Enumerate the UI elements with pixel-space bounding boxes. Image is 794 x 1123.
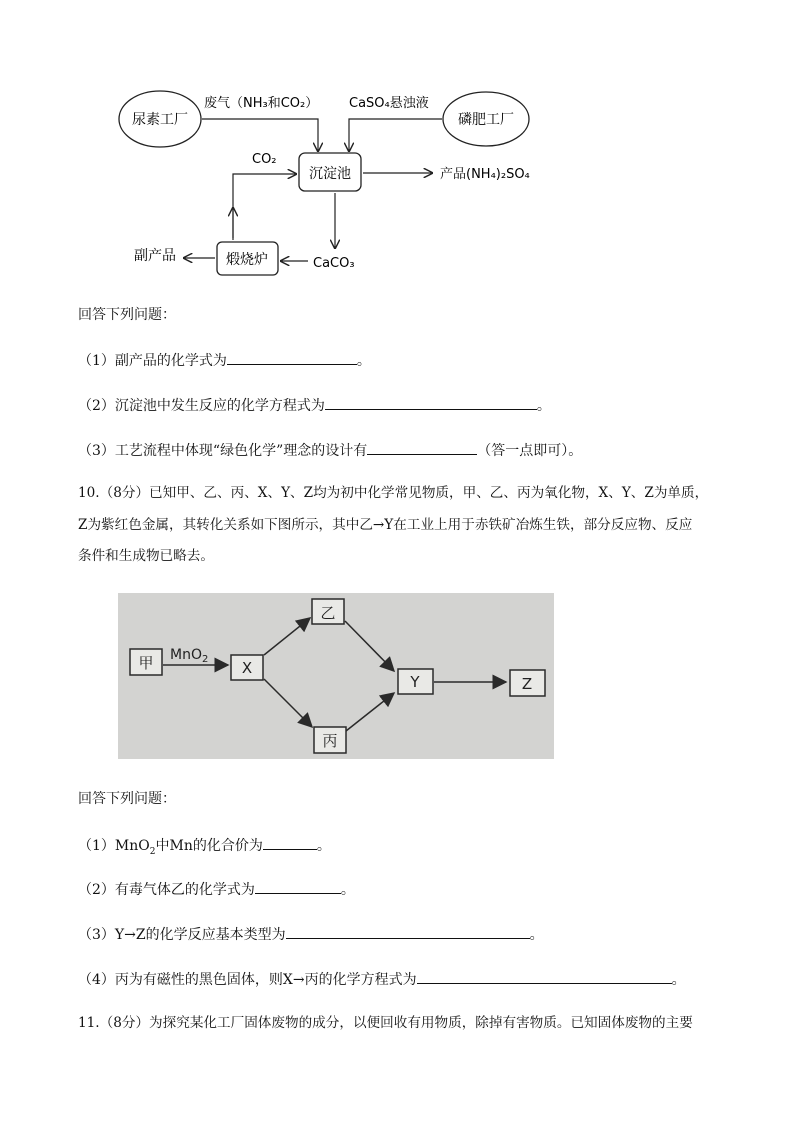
q11-line1: 11.（8分）为探究某化工厂固体废物的成分，以便回收有用物质，除掉有害物质。已知固体废物的主要 xyxy=(78,1015,693,1031)
q10-sub1 xyxy=(78,835,331,861)
q9-sub3 xyxy=(78,440,582,460)
q10-line1: 10.（8分）已知甲、乙、丙、X、Y、Z均为初中化学常见物质，甲、乙、丙为氧化物，X、Y、Z为单质， xyxy=(78,485,709,501)
q10-sub4-blank[interactable] xyxy=(417,969,672,984)
q10-sub1-a: （1）MnO xyxy=(78,838,150,854)
q9-sub1-text: （1）副产品的化学式为 xyxy=(78,353,227,369)
co2-label: CO₂ xyxy=(252,152,277,167)
q10-sub2-text: （2）有毒气体乙的化学式为 xyxy=(78,882,255,898)
byproduct-label: 副产品 xyxy=(134,248,176,264)
q10-line2: Z为紫红色金属，其转化关系如下图所示，其中乙→Y在工业上用于赤铁矿冶炼生铁，部分反应物、反应 xyxy=(78,517,693,533)
q10-sub2-end: 。 xyxy=(340,882,355,898)
q10-sub3 xyxy=(78,924,544,944)
process-flow-diagram xyxy=(100,80,560,280)
q9-sub3-text: （3）工艺流程中体现“绿色化学”理念的设计有 xyxy=(78,443,368,459)
q10-answer-prompt: 回答下列问题： xyxy=(78,791,176,807)
q9-answer-prompt: 回答下列问题： xyxy=(78,307,176,323)
mno2-sub: 2 xyxy=(201,654,209,665)
conversion-diagram-photo xyxy=(118,593,554,759)
q10-sub1-end: 。 xyxy=(316,838,331,854)
urea-plant-label: 尿素工厂 xyxy=(132,112,188,128)
q10-sub2-blank[interactable] xyxy=(255,879,341,894)
q9-sub2-text: （2）沉淀池中发生反应的化学方程式为 xyxy=(78,398,325,414)
q9-sub2-end: 。 xyxy=(536,398,551,414)
q9-sub3-end: （答一点即可）。 xyxy=(477,443,583,459)
bing-label: 丙 xyxy=(322,732,338,750)
q9-sub1-blank[interactable] xyxy=(227,350,357,365)
q10-sub2 xyxy=(78,879,355,899)
q9-sub3-blank[interactable] xyxy=(367,440,477,455)
caco3-label: CaCO₃ xyxy=(313,256,355,271)
q9-sub1 xyxy=(78,350,371,370)
q10-sub1-b: 中Mn的化合价为 xyxy=(155,838,263,854)
q10-sub4-text: （4）丙为有磁性的黑色固体，则X→丙的化学方程式为 xyxy=(78,972,417,988)
caso4-label: CaSO₄悬浊液 xyxy=(349,96,429,111)
q10-line3: 条件和生成物已略去。 xyxy=(78,548,214,564)
q9-sub1-end: 。 xyxy=(356,353,371,369)
q9-sub2-blank[interactable] xyxy=(325,395,537,410)
z-label: Z xyxy=(521,675,533,693)
phosphate-plant-label: 磷肥工厂 xyxy=(458,112,514,128)
x-label: X xyxy=(241,659,253,677)
jia-label: 甲 xyxy=(138,654,154,672)
caso4-arrow xyxy=(349,119,442,151)
q10-sub1-blank[interactable] xyxy=(263,835,317,850)
y-label: Y xyxy=(410,673,420,691)
waste-gas-arrow xyxy=(202,119,318,151)
q10-sub1-sub: 2 xyxy=(149,846,156,857)
q10-sub3-end: 。 xyxy=(529,927,544,943)
furnace-label: 煅烧炉 xyxy=(226,252,268,268)
yi-label: 乙 xyxy=(320,604,336,622)
q9-sub2 xyxy=(78,395,551,415)
q10-sub4-end: 。 xyxy=(671,972,686,988)
q10-sub3-text: （3）Y→Z的化学反应基本类型为 xyxy=(78,927,286,943)
waste-gas-label: 废气（NH₃和CO₂） xyxy=(204,96,319,111)
q10-sub3-blank[interactable] xyxy=(286,924,530,939)
product-label: 产品(NH₄)₂SO₄ xyxy=(440,167,530,182)
sedimentation-tank-label: 沉淀池 xyxy=(309,166,351,182)
co2-return-arrow xyxy=(233,174,296,238)
mno2-main: MnO xyxy=(170,647,202,663)
q10-sub4 xyxy=(78,969,686,989)
